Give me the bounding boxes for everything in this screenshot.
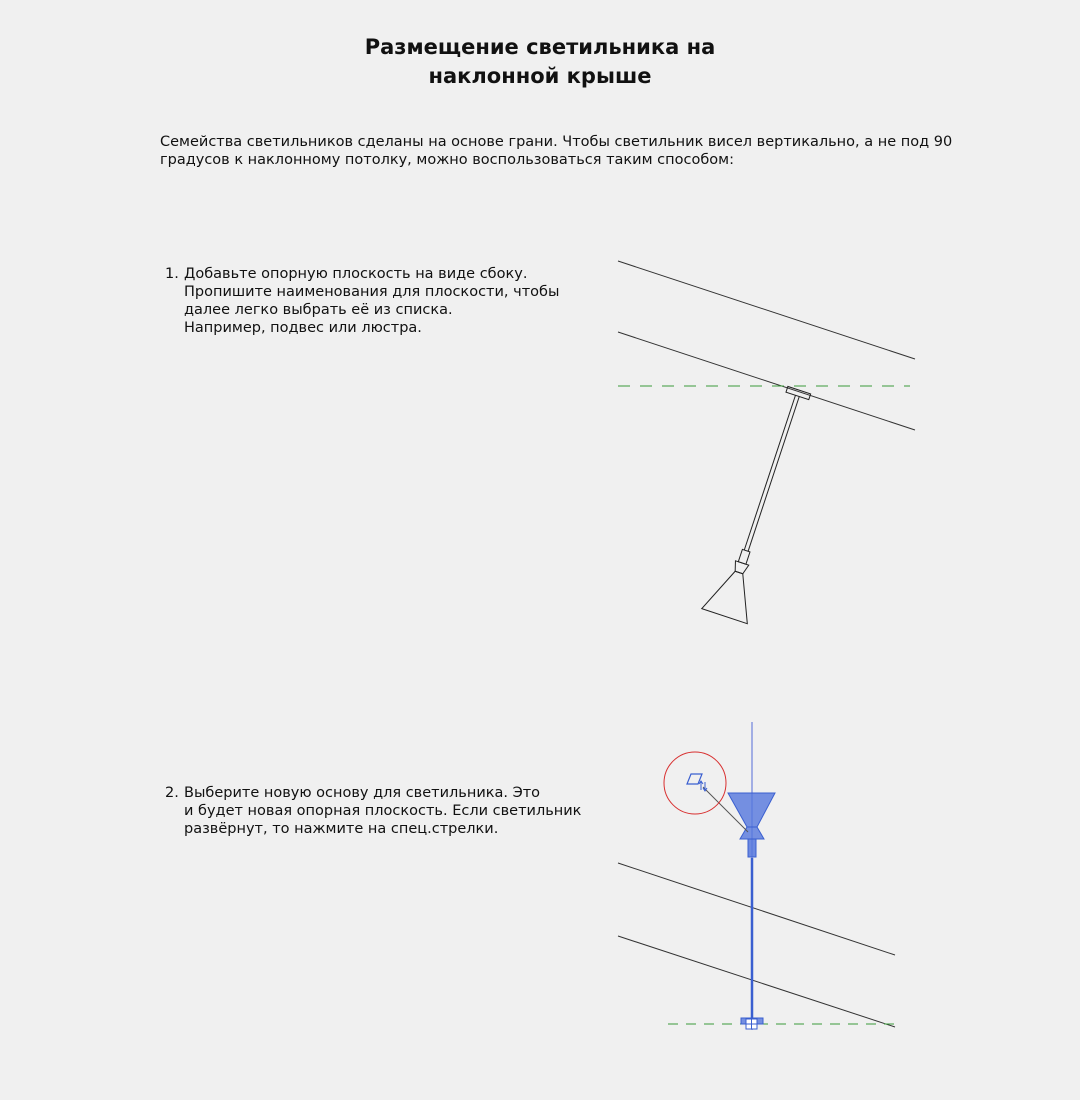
page-title-line-1: Размещение светильника на [364,35,716,59]
step-1-line-4: Например, подвес или люстра. [184,320,422,336]
roof-lower-edge [618,936,895,1027]
step-1-line-3: далее легко выбрать её из списка. [184,302,453,318]
step-2-line-2: и будет новая опорная плоскость. Если светильник [184,803,582,819]
highlight-circle [664,752,726,814]
luminaire-shade [728,793,775,827]
luminaire-host-point[interactable] [741,1018,763,1029]
step-1-line-2: Пропишите наименования для плоскости, чтобы [184,284,560,300]
intro-line-2: градусов к наклонному потолку, можно воспользоваться таким способом: [160,152,734,168]
intro-line-1: Семейства светильников сделаны на основе грани. Чтобы светильник висел вертикально, а не под 90 [160,134,953,150]
step-1-number: 1. [165,266,179,282]
page-title-line-2: наклонной крыше [428,64,652,88]
step-2-line-3: развёрнут, то нажмите на спец.стрелки. [184,821,499,837]
step-2-line-1: Выберите новую основу для светильника. Это [184,785,541,801]
roof-upper-edge [618,863,895,955]
luminaire-socket [748,839,756,857]
luminaire-neck [740,827,764,839]
step-2-number: 2. [165,785,179,801]
step-1-line-1: Добавьте опорную плоскость на виде сбоку. [184,266,528,282]
